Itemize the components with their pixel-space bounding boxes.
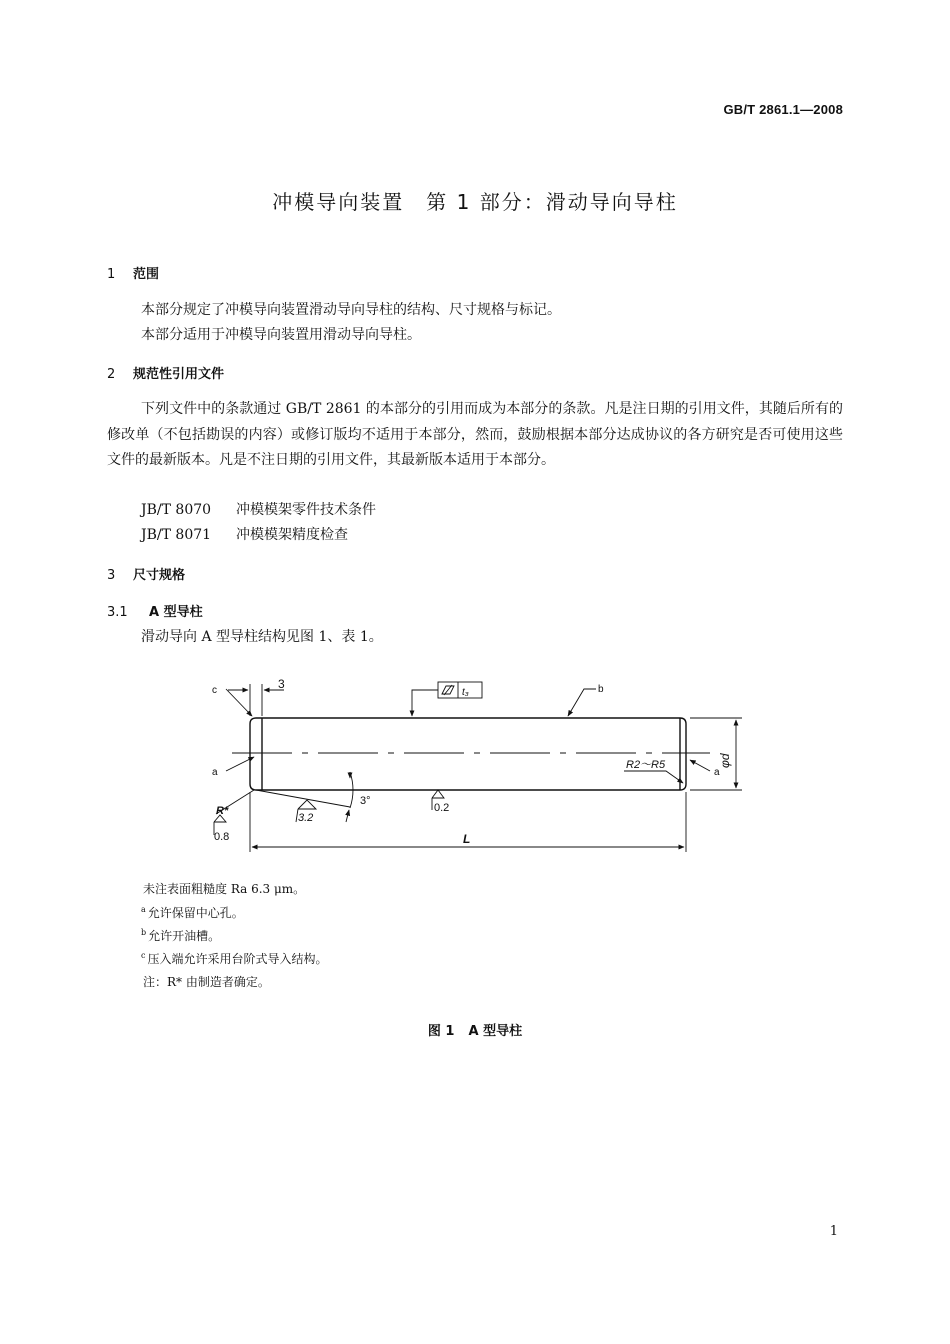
paragraph-line: 本部分规定了冲模导向装置滑动导向导柱的结构、尺寸规格与标记。 [141,302,561,318]
leader-b [568,689,596,716]
label-r-star: R* [216,805,229,817]
figure-note: $^b$ 允许开油槽。 [141,928,221,943]
reference-name: 冲模模架零件技术条件 [236,502,376,518]
leader-c [226,689,252,716]
label-roughness-a: 0.2 [434,802,450,814]
label-dim-3: 3 [278,677,285,691]
roughness-symbol [298,800,316,809]
paragraph-line: 滑动导向 A 型导柱结构见图 1、表 1。 [141,629,383,645]
figure-note: $^a$ 允许保留中心孔。 [141,905,244,920]
page-number: 1 [829,1224,838,1239]
label-tolerance-t: t₃ [462,687,469,698]
section-number: 1 [107,267,116,282]
tolerance-leader [412,690,438,716]
paragraph-line: 本部分适用于冲模导向装置用滑动导向导柱。 [141,327,421,343]
label-b: b [598,684,604,695]
tolerance-frame [438,682,482,698]
label-length: L [463,832,471,846]
standard-code: GB/T 2861.1—2008 [723,102,843,117]
label-a-left: a [212,767,218,778]
section-number: 3 [107,568,116,583]
section-2-paragraph: 下列文件中的条款通过 GB/T 2861 的本部分的引用而成为本部分的条款。凡是注日期的引用文件，其随后所有的修改单（不包括勘误的内容）或修订版均不适用于本部分，然而，鼓励根据本部分达成协议的各方研究是否可使用这些文件的最新版本。凡是不注日期的引用文件，其最新版本适用于本部分。 [107,401,843,468]
figure-number: 图 1 [427,1024,455,1039]
figure-note: 未注表面粗糙度 Ra 6.3 μm。 [143,882,306,896]
reference-name: 冲模模架精度检查 [236,527,348,543]
reference-code: JB/T 8070 [141,502,212,518]
leader-radius [624,771,683,783]
figure-caption [0,1020,950,1039]
section-number: 3.1 [107,605,128,620]
pillar-outline [250,718,686,790]
label-a-right: a [714,767,720,778]
leader-a-right [690,760,710,771]
straightness-icon [442,685,454,695]
label-radius: R2～R5 [626,759,666,771]
section-title: A 型导柱 [149,605,203,620]
roughness-symbol [432,790,444,798]
label-phi-d: φd [718,753,732,768]
label-roughness-c: 0.8 [214,831,230,843]
reference-code: JB/T 8071 [141,527,212,543]
section-title: 尺寸规格 [133,568,186,583]
figure-title: A 型导柱 [468,1024,523,1039]
figure-note: 注：R* 由制造者确定。 [143,975,270,989]
document-title: 冲模导向装置 第 1 部分：滑动导向导柱 [272,190,678,214]
section-title: 范围 [133,267,160,282]
figure-note: $^c$ 压入端允许采用台阶式导入结构。 [141,951,328,966]
section-number: 2 [107,367,116,382]
label-roughness-b: 3.2 [298,812,314,824]
label-angle: 3° [360,795,371,807]
section-title: 规范性引用文件 [133,367,225,382]
label-c: c [212,685,217,696]
